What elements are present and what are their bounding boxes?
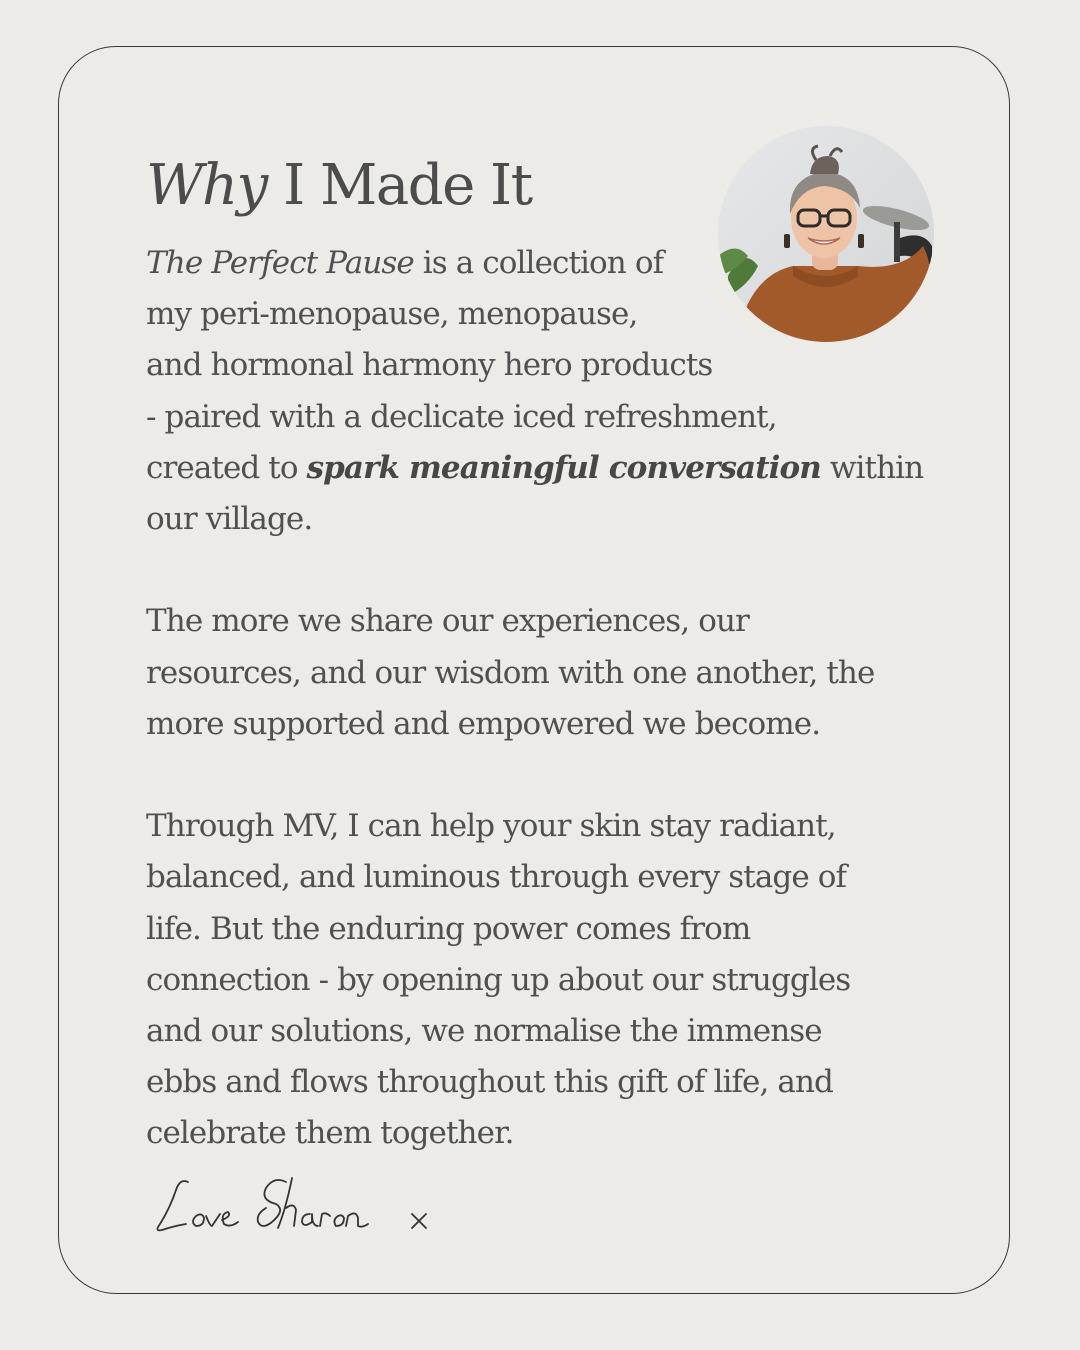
page-title: [146, 146, 532, 226]
body-line: more supported and empowered we become.: [146, 705, 821, 742]
body-line: Through MV, I can help your skin stay radiant,: [146, 808, 836, 845]
body-text: [146, 238, 936, 1160]
body-line: resources, and our wisdom with one another, the: [146, 654, 875, 691]
title-italic-word: Why: [146, 153, 267, 218]
product-name: The Perfect Pause: [146, 245, 414, 281]
handwritten-signature: [146, 1168, 446, 1248]
body-line: ebbs and flows throughout this gift of life, and: [146, 1064, 833, 1101]
paragraph-gap: [146, 545, 936, 596]
body-line: and our solutions, we normalise the immense: [146, 1013, 822, 1050]
body-line: my peri-menopause, menopause,: [146, 296, 638, 333]
body-line: and hormonal harmony hero products: [146, 347, 713, 384]
body-line: balanced, and luminous through every stage of: [146, 859, 847, 896]
body-line: connection - by opening up about our struggles: [146, 961, 851, 998]
body-line: our village.: [146, 501, 313, 538]
body-line: The Perfect Pause is a collection of: [146, 245, 664, 281]
paragraph-gap: [146, 750, 936, 801]
body-line: created to spark meaningful conversation within: [146, 449, 924, 486]
body-line: The more we share our experiences, our: [146, 603, 749, 640]
body-line: - paired with a declicate iced refreshment,: [146, 398, 777, 435]
title-rest: I Made It: [266, 153, 532, 218]
body-line: celebrate them together.: [146, 1115, 514, 1152]
body-line: life. But the enduring power comes from: [146, 910, 751, 947]
emphasis-text: spark meaningful conversation: [306, 449, 821, 486]
